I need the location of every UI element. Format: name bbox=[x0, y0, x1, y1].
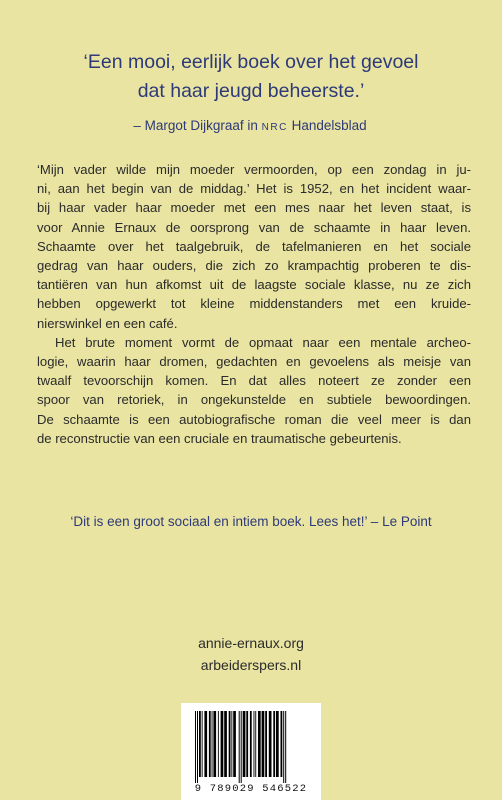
blurb-line: Schaamte over het taalgebruik, de tafelmanieren en het sociale bbox=[37, 238, 471, 254]
blurb-line: Het brute moment vormt de opmaat naar een mentale archeo- bbox=[55, 334, 471, 350]
isbn-barcode-icon bbox=[191, 711, 311, 783]
blurb-line: spoor van retoriek, in ongekunstelde en subtiele bewoordingen. bbox=[37, 392, 471, 408]
blurb-line: nierswinkel en een café. bbox=[37, 315, 178, 331]
blurb-line: de reconstructie van een cruciale en traumatische gebeurtenis. bbox=[37, 430, 402, 446]
attribution-newspaper-abbrev: NRC bbox=[261, 122, 288, 133]
blurb-line: tantiëren van hun afkomst uit de laagste sociale klasse, nu ze zich bbox=[37, 277, 471, 293]
website-link-author[interactable]: annie-ernaux.org bbox=[198, 635, 304, 651]
blurb-paragraph-1 bbox=[37, 160, 471, 333]
blurb-line: twaalf tevoorschijn komen. En dat alles noteert ze zonder een bbox=[37, 373, 471, 389]
blurb-body bbox=[37, 160, 471, 448]
blurb-line: ni, aan het begin van de middag.’ Het is 1952, en het incident waar- bbox=[37, 181, 471, 197]
website-links bbox=[0, 632, 502, 676]
attribution-suffix: Handelsblad bbox=[287, 118, 367, 133]
front-quote bbox=[30, 48, 472, 106]
blurb-line: gedrag van haar ouders, die zich zo krampachtig proberen te dis- bbox=[37, 258, 471, 274]
blurb-line: logie, waarin haar dromen, gedachten en gevoelens als meisje van bbox=[37, 354, 471, 370]
blurb-paragraph-2 bbox=[37, 333, 471, 448]
blurb-line: bij haar vader haar moeder met een mes naar het leven staat, is bbox=[37, 200, 471, 216]
front-quote-line-2: dat haar jeugd beheerste.’ bbox=[137, 80, 365, 102]
blurb-line: ‘Mijn vader wilde mijn moeder vermoorden, op een zondag in ju- bbox=[37, 162, 471, 177]
website-link-publisher[interactable]: arbeiderspers.nl bbox=[200, 657, 302, 673]
isbn-number: 9 789029 546522 bbox=[194, 783, 308, 795]
blurb-line: hebben opgewerkt tot kleine middenstanders met een kruide- bbox=[37, 296, 471, 312]
blurb-line: voor Annie Ernaux de oorsprong van de schaamte in haar leven. bbox=[37, 219, 471, 235]
attribution-prefix: – Margot Dijkgraaf in bbox=[133, 118, 262, 133]
pull-quote: ‘Dit is een groot sociaal en intiem boek. Lees het!’ – Le Point bbox=[70, 514, 432, 529]
barcode-panel bbox=[181, 703, 321, 800]
quote-attribution bbox=[40, 118, 460, 133]
blurb-line: De schaamte is een autobiografische roman die veel meer is dan bbox=[37, 411, 471, 427]
front-quote-line-1: ‘Een mooi, eerlijk boek over het gevoel bbox=[83, 51, 419, 73]
